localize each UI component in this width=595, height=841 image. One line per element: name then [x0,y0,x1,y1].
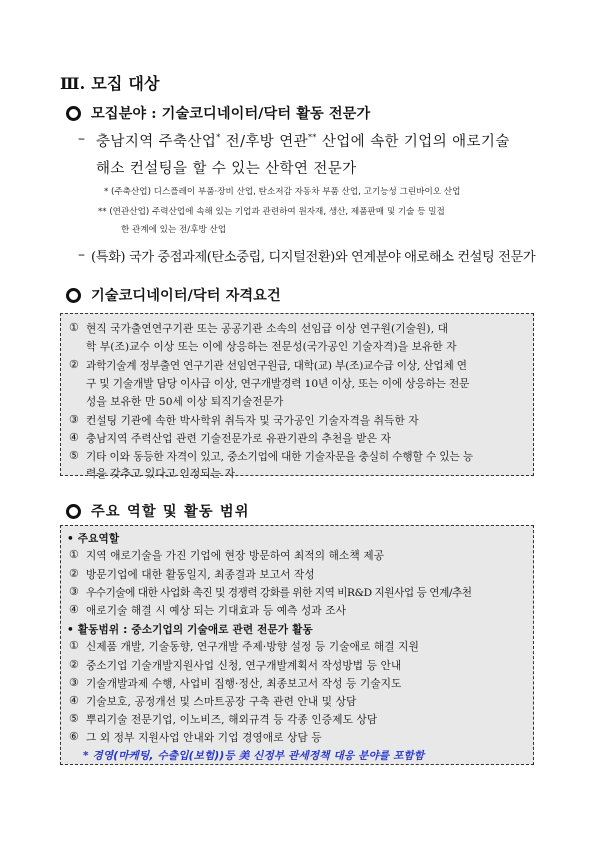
field-desc-part-a: 충남지역 주축산업 [96,134,217,150]
role-num-2: ② [69,567,79,580]
field-desc-line1 [96,130,510,151]
roles-footnote: * 경영(마케팅, 수출입(보험))등 美 신정부 관세정책 대응 분야를 포함함 [83,750,425,762]
scope-num-1: ① [69,639,79,652]
ring-bullet-icon [66,288,81,303]
role-item-3: 우수기술에 대한 사업화 촉진 및 경쟁력 강화를 위한 지역 비R&D 지원사업 등 연계/추천 [86,587,472,599]
main-roles-heading: • 주요역할 [67,533,120,545]
ring-bullet-icon [66,504,81,519]
scope-num-4: ④ [69,694,79,707]
qual-item-1-line2: 학 부(조)교수 이상 또는 이에 상응하는 전문성(국가공인 기술자격)을 보유한 자 [86,341,457,353]
scope-item-4: 기술보호, 공정개선 및 스마트공장 구축 관련 안내 및 상담 [86,696,357,708]
qualifications-box [60,313,534,480]
qualifications-heading [66,285,281,305]
note-main-industry: * (주축산업) 디스플레이 부품·장비 산업, 탄소저감 자동차 부품 산업, 고기능성 그린바이오 산업 [104,187,461,197]
qual-num-2: ② [69,358,79,371]
roles-heading [66,501,250,521]
dash-icon: – [78,247,85,263]
role-num-1: ① [69,548,79,561]
qual-num-4: ④ [69,431,79,444]
field-title: 모집분야 : 기술코디네이터/닥터 활동 전문가 [91,106,371,122]
scope-item-2: 중소기업 기술개발지원사업 신청, 연구개발계획서 작성방법 등 안내 [86,660,402,672]
special-field-line: (특화) 국가 중점과제(탄소중립, 디지털전환)와 연계분야 애로해소 컨설팅 전문가 [91,250,536,265]
scope-item-1: 신제품 개발, 기술동향, 연구개발 주제·방향 설정 등 기술애로 해결 지원 [86,641,419,653]
field-desc-part-b: 전/후방 연관 [220,134,309,150]
role-num-4: ④ [69,603,79,616]
roles-box [60,525,534,765]
section-heading [60,71,160,94]
qual-item-2-line1: 과학기술계 정부출연 연구기관 선임연구원급, 대학(교) 부(조)교수급 이상, 산업체 연 [86,360,467,372]
scope-item-5: 뿌리기술 전문기업, 이노비즈, 해외규격 등 각종 인증제도 상담 [86,714,378,726]
scope-num-3: ③ [69,676,79,689]
ring-bullet-icon [66,106,81,121]
role-item-4: 애로기술 해결 시 예상 되는 기대효과 등 예측 성과 조사 [86,605,347,617]
qual-item-2-line2: 구 및 기술개발 담당 이사급 이상, 연구개발경력 10년 이상, 또는 이에 상응하는 전문 [86,378,470,390]
field-heading [66,103,370,123]
footnote-mark-2: ** [308,133,317,143]
footnote-mark-1: * [216,133,221,143]
scope-num-6: ⑥ [69,730,79,743]
scope-item-3: 기술개발과제 수행, 사업비 집행·정산, 최종보고서 작성 등 기술지도 [86,678,402,690]
section-title: 모집 대상 [91,74,160,93]
dash-icon: – [78,131,85,147]
qual-item-1-line1: 현직 국가출연연구기관 또는 공공기관 소속의 선임급 이상 연구원(기술원), 대 [86,323,449,335]
qual-num-1: ① [69,321,79,334]
qual-num-5: ⑤ [69,449,79,462]
qual-item-4-line1: 충남지역 주력산업 관련 기술전문가로 유관기관의 추천을 받은 자 [86,433,391,445]
scope-heading: • 활동범위 : 중소기업의 기술애로 관련 전문가 활동 [67,624,313,636]
role-num-3: ③ [69,585,79,598]
role-item-2: 방문기업에 대한 활동일지, 최종결과 보고서 작성 [86,569,315,581]
note-related-industry-2: 한 관계에 있는 전/후방 산업 [121,225,227,235]
scope-num-5: ⑤ [69,712,79,725]
field-desc-part-c: 산업에 속한 기업의 애로기술 [316,134,510,150]
note-related-industry-1: ** (연관산업) 주력산업에 속해 있는 기업과 관련하여 원자재, 생산, 제품판매 및 기술 등 밀접 [98,207,445,217]
qual-item-5-line1: 기타 이와 동등한 자격이 있고, 중소기업에 대한 기술자문을 충실히 수행할 수 있는 능 [86,451,474,463]
scope-item-6: 그 외 정부 지원사업 안내와 기업 경영애로 상담 등 [86,732,322,744]
field-desc-line2: 해소 컨설팅을 할 수 있는 산학연 전문가 [96,161,357,177]
qual-num-3: ③ [69,413,79,426]
section-number: Ⅲ. [60,74,86,93]
qualifications-title: 기술코디네이터/닥터 자격요건 [91,288,281,304]
qual-item-5-line2: 력을 갖추고 있다고 인정되는 자 [86,468,236,480]
role-item-1: 지역 애로기술을 가진 기업에 현장 방문하여 최적의 해소책 제공 [86,550,385,562]
scope-num-2: ② [69,658,79,671]
qual-item-2-line3: 성을 보유한 만 50세 이상 퇴직기술전문가 [86,396,284,408]
roles-title: 주요 역할 및 활동 범위 [91,504,250,520]
qual-item-3-line1: 컨설팅 기관에 속한 박사학위 취득자 및 국가공인 기술자격을 취득한 자 [86,415,419,427]
